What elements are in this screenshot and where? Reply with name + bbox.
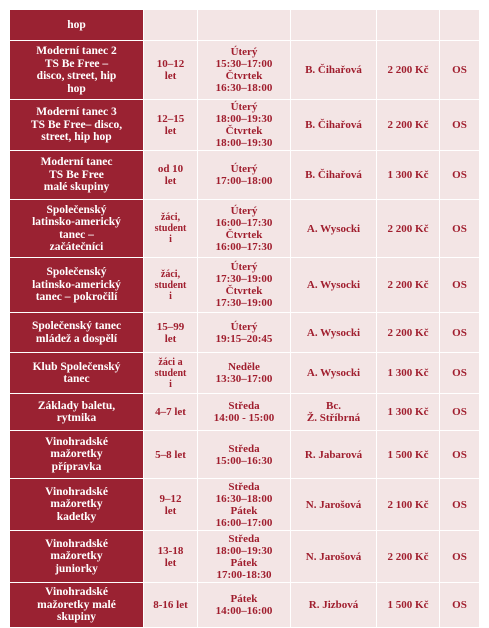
course-name-line: kadetky bbox=[56, 510, 97, 523]
schedule-time-line: 16:00–17:30 bbox=[215, 216, 273, 229]
schedule-time-line: 18:00–19:30 bbox=[215, 544, 273, 557]
course-name-cell bbox=[10, 151, 144, 200]
schedule-time-line: 19:15–20:45 bbox=[215, 332, 273, 345]
course-name-line: Moderní tanec 3 bbox=[36, 106, 117, 119]
schedule-time-cell bbox=[198, 200, 291, 258]
age-cell bbox=[144, 394, 198, 431]
course-name-line: tanec – bbox=[59, 228, 94, 241]
teacher-line: A. Wysocki bbox=[306, 222, 361, 235]
age-line: let bbox=[164, 504, 177, 517]
course-name-line: juniorky bbox=[55, 562, 98, 575]
table-row bbox=[10, 10, 480, 41]
table-row bbox=[10, 100, 480, 151]
schedule-time-line: 17:30–19:00 bbox=[215, 273, 273, 285]
schedule-time-cell bbox=[198, 353, 291, 394]
age-cell bbox=[144, 200, 198, 258]
age-cell bbox=[144, 431, 198, 479]
schedule-time-line: 14:00 - 15:00 bbox=[213, 412, 275, 424]
note-cell: OS bbox=[440, 313, 480, 353]
course-name-cell bbox=[10, 583, 144, 628]
schedule-time-cell bbox=[198, 313, 291, 353]
course-name-line: Moderní tanec bbox=[40, 156, 113, 169]
teacher-line: N. Jarošová bbox=[305, 550, 362, 563]
course-name-line: přípravka bbox=[51, 460, 102, 473]
course-name-cell bbox=[10, 200, 144, 258]
schedule-table-container bbox=[9, 9, 479, 628]
note-cell: OS bbox=[440, 151, 480, 200]
note-cell: OS bbox=[440, 200, 480, 258]
table-row bbox=[10, 583, 480, 628]
schedule-table-body bbox=[10, 10, 480, 628]
age-line: let bbox=[164, 332, 177, 345]
teacher-line: B. Čihařová bbox=[305, 64, 362, 76]
course-name-cell bbox=[10, 313, 144, 353]
table-row bbox=[10, 200, 480, 258]
course-name-line: street, hip hop bbox=[41, 131, 112, 144]
teacher-cell bbox=[291, 353, 377, 394]
schedule-time-line: 13:30–17:00 bbox=[215, 373, 273, 385]
schedule-time-line: Úterý bbox=[230, 320, 258, 333]
schedule-time-line: Úterý bbox=[230, 261, 258, 273]
schedule-time-cell bbox=[198, 531, 291, 583]
course-name-line: mažoretky malé bbox=[37, 598, 116, 611]
course-name-line: TS Be Free– disco, bbox=[30, 118, 123, 131]
teacher-line: A. Wysocki bbox=[306, 367, 361, 379]
teacher-line: Ž. Stříbrná bbox=[306, 412, 361, 424]
course-name-cell bbox=[10, 353, 144, 394]
course-name-cell bbox=[10, 531, 144, 583]
course-name-line: Společenský bbox=[46, 203, 107, 216]
course-name-cell bbox=[10, 10, 144, 41]
course-name-line: Společenský tanec bbox=[31, 320, 122, 332]
course-name-line: tanec bbox=[63, 373, 90, 385]
schedule-time-line: 16:30–18:00 bbox=[215, 492, 273, 505]
schedule-time-line: Středa bbox=[228, 442, 260, 455]
price-cell bbox=[377, 10, 440, 41]
age-line: 12–15 bbox=[156, 113, 185, 125]
schedule-time-cell bbox=[198, 394, 291, 431]
course-name-line: TS Be Free – bbox=[44, 57, 109, 70]
price-cell: 1 300 Kč bbox=[377, 353, 440, 394]
schedule-time-line: Čtvrtek bbox=[225, 125, 263, 137]
course-name-cell bbox=[10, 258, 144, 313]
age-cell bbox=[144, 313, 198, 353]
age-cell bbox=[144, 10, 198, 41]
teacher-line: B. Čihařová bbox=[305, 119, 362, 131]
age-line: student bbox=[154, 367, 187, 379]
course-name-cell bbox=[10, 100, 144, 151]
course-name-line: Vinohradské bbox=[45, 485, 108, 498]
table-row bbox=[10, 151, 480, 200]
schedule-time-line: Úterý bbox=[230, 46, 258, 58]
age-line: i bbox=[169, 378, 172, 390]
age-line: od 10 bbox=[157, 163, 184, 175]
price-cell: 1 500 Kč bbox=[377, 583, 440, 628]
schedule-time-line: 15:00–16:30 bbox=[215, 454, 273, 467]
schedule-time-line: Pátek bbox=[230, 593, 258, 605]
table-row bbox=[10, 394, 480, 431]
course-name-line: Vinohradské bbox=[45, 435, 108, 448]
teacher-cell bbox=[291, 431, 377, 479]
table-row bbox=[10, 353, 480, 394]
schedule-time-cell bbox=[198, 258, 291, 313]
note-cell: OS bbox=[440, 531, 480, 583]
course-name-line: Moderní tanec 2 bbox=[36, 45, 117, 57]
age-cell bbox=[144, 583, 198, 628]
table-row bbox=[10, 431, 480, 479]
schedule-time-line: 16:00–17:00 bbox=[215, 516, 273, 529]
schedule-time-line: Čtvrtek bbox=[225, 228, 263, 241]
age-line: let bbox=[164, 70, 177, 82]
age-cell bbox=[144, 353, 198, 394]
teacher-line: R. Jizbová bbox=[308, 599, 359, 611]
schedule-time-line: 18:00–19:30 bbox=[215, 137, 273, 149]
schedule-time-line: Pátek bbox=[230, 556, 258, 569]
price-cell: 2 200 Kč bbox=[377, 531, 440, 583]
price-cell: 2 100 Kč bbox=[377, 479, 440, 531]
age-cell bbox=[144, 41, 198, 100]
age-line: 13-18 bbox=[157, 544, 184, 557]
note-cell: OS bbox=[440, 258, 480, 313]
price-cell: 1 300 Kč bbox=[377, 394, 440, 431]
note-cell bbox=[440, 10, 480, 41]
course-name-line: Vinohradské bbox=[45, 586, 108, 599]
age-line: žáci a bbox=[158, 356, 183, 368]
schedule-time-line: Středa bbox=[228, 400, 260, 412]
table-row bbox=[10, 479, 480, 531]
course-name-line: tanec – pokročilí bbox=[35, 291, 118, 304]
age-line: 8-16 let bbox=[153, 599, 188, 611]
course-name-cell bbox=[10, 431, 144, 479]
schedule-time-cell bbox=[198, 583, 291, 628]
teacher-cell bbox=[291, 531, 377, 583]
schedule-time-cell bbox=[198, 479, 291, 531]
price-cell: 1 300 Kč bbox=[377, 151, 440, 200]
age-line: 9–12 bbox=[159, 492, 182, 505]
teacher-line: Bc. bbox=[326, 400, 341, 412]
schedule-time-cell bbox=[198, 151, 291, 200]
age-cell bbox=[144, 531, 198, 583]
course-name-line: mažoretky bbox=[50, 448, 103, 461]
table-row bbox=[10, 313, 480, 353]
course-name-line: mládež a dospělí bbox=[35, 332, 118, 345]
schedule-time-cell bbox=[198, 431, 291, 479]
teacher-cell bbox=[291, 200, 377, 258]
schedule-time-line: 17:00-18:30 bbox=[216, 568, 272, 581]
schedule-time-line: Neděle bbox=[228, 361, 260, 373]
age-line: žáci, bbox=[160, 212, 181, 223]
age-line: let bbox=[164, 125, 177, 137]
price-cell: 2 200 Kč bbox=[377, 313, 440, 353]
course-name-line: mažoretky bbox=[50, 498, 103, 511]
teacher-cell bbox=[291, 100, 377, 151]
schedule-time-line: Čtvrtek bbox=[225, 285, 263, 297]
age-line: let bbox=[164, 556, 177, 569]
course-schedule-table bbox=[9, 9, 480, 628]
age-line: 15–99 bbox=[156, 320, 185, 333]
course-name-line: Základy baletu, bbox=[37, 399, 116, 412]
note-cell: OS bbox=[440, 431, 480, 479]
teacher-cell bbox=[291, 394, 377, 431]
table-row bbox=[10, 41, 480, 100]
note-cell: OS bbox=[440, 41, 480, 100]
table-row bbox=[10, 258, 480, 313]
schedule-time-line: 17:30–19:00 bbox=[215, 297, 273, 309]
price-cell: 2 200 Kč bbox=[377, 258, 440, 313]
age-line: let bbox=[164, 175, 177, 187]
schedule-time-line: Čtvrtek bbox=[225, 70, 263, 82]
teacher-cell bbox=[291, 479, 377, 531]
age-line: 10–12 bbox=[156, 58, 185, 70]
course-name-line: hop bbox=[67, 82, 86, 95]
course-name-line: mažoretky bbox=[50, 550, 103, 563]
schedule-time-line: Středa bbox=[228, 480, 260, 493]
note-cell: OS bbox=[440, 583, 480, 628]
table-row bbox=[10, 531, 480, 583]
schedule-time-cell bbox=[198, 10, 291, 41]
age-cell bbox=[144, 258, 198, 313]
teacher-cell bbox=[291, 41, 377, 100]
teacher-line: A. Wysocki bbox=[306, 326, 361, 339]
teacher-cell bbox=[291, 258, 377, 313]
course-name-line: Klub Společenský bbox=[32, 360, 121, 373]
schedule-time-line: Úterý bbox=[230, 204, 258, 217]
schedule-time-line: Úterý bbox=[230, 101, 258, 113]
schedule-time-line: Pátek bbox=[230, 504, 258, 517]
schedule-time-line: 17:00–18:00 bbox=[215, 175, 273, 187]
course-name-line: začátečníci bbox=[49, 241, 104, 253]
course-name-cell bbox=[10, 394, 144, 431]
age-line: i bbox=[169, 234, 172, 245]
teacher-line: R. Jabarová bbox=[304, 448, 363, 461]
course-name-cell bbox=[10, 41, 144, 100]
course-name-cell bbox=[10, 479, 144, 531]
note-cell: OS bbox=[440, 479, 480, 531]
age-line: student bbox=[154, 223, 187, 234]
schedule-time-line: 15:30–17:00 bbox=[215, 58, 273, 70]
note-cell: OS bbox=[440, 100, 480, 151]
age-line: 4–7 let bbox=[155, 406, 186, 418]
course-name-line: latinsko-americký bbox=[32, 216, 121, 228]
age-line: 5–8 let bbox=[155, 448, 186, 461]
age-line: student bbox=[154, 279, 187, 291]
teacher-line: N. Jarošová bbox=[305, 498, 362, 511]
age-line: i bbox=[169, 290, 172, 302]
schedule-time-cell bbox=[198, 100, 291, 151]
schedule-time-line: Středa bbox=[228, 532, 260, 545]
schedule-time-line: Úterý bbox=[230, 163, 258, 175]
age-line: žáci, bbox=[160, 268, 181, 280]
teacher-line: A. Wysocki bbox=[306, 279, 361, 291]
course-name-line: malé skupiny bbox=[43, 181, 110, 194]
course-name-line: Společenský bbox=[46, 266, 107, 279]
course-name-line: hop bbox=[67, 18, 86, 31]
course-name-line: TS Be Free bbox=[49, 168, 104, 181]
course-name-line: latinsko-americký bbox=[32, 278, 121, 291]
price-cell: 2 200 Kč bbox=[377, 41, 440, 100]
course-name-line: disco, street, hip bbox=[36, 70, 117, 82]
teacher-cell bbox=[291, 583, 377, 628]
course-name-line: rytmika bbox=[56, 412, 97, 424]
teacher-line: B. Čihařová bbox=[305, 169, 362, 181]
price-cell: 2 200 Kč bbox=[377, 100, 440, 151]
schedule-time-line: 16:00–17:30 bbox=[215, 240, 273, 253]
age-cell bbox=[144, 100, 198, 151]
note-cell: OS bbox=[440, 394, 480, 431]
course-name-line: skupiny bbox=[56, 611, 96, 624]
schedule-time-cell bbox=[198, 41, 291, 100]
teacher-cell bbox=[291, 313, 377, 353]
price-cell: 2 200 Kč bbox=[377, 200, 440, 258]
teacher-cell bbox=[291, 10, 377, 41]
course-name-line: Vinohradské bbox=[45, 537, 108, 550]
teacher-cell bbox=[291, 151, 377, 200]
note-cell: OS bbox=[440, 353, 480, 394]
age-cell bbox=[144, 151, 198, 200]
price-cell: 1 500 Kč bbox=[377, 431, 440, 479]
schedule-time-line: 14:00–16:00 bbox=[215, 605, 273, 617]
schedule-time-line: 18:00–19:30 bbox=[215, 113, 273, 125]
age-cell bbox=[144, 479, 198, 531]
schedule-time-line: 16:30–18:00 bbox=[215, 82, 273, 94]
